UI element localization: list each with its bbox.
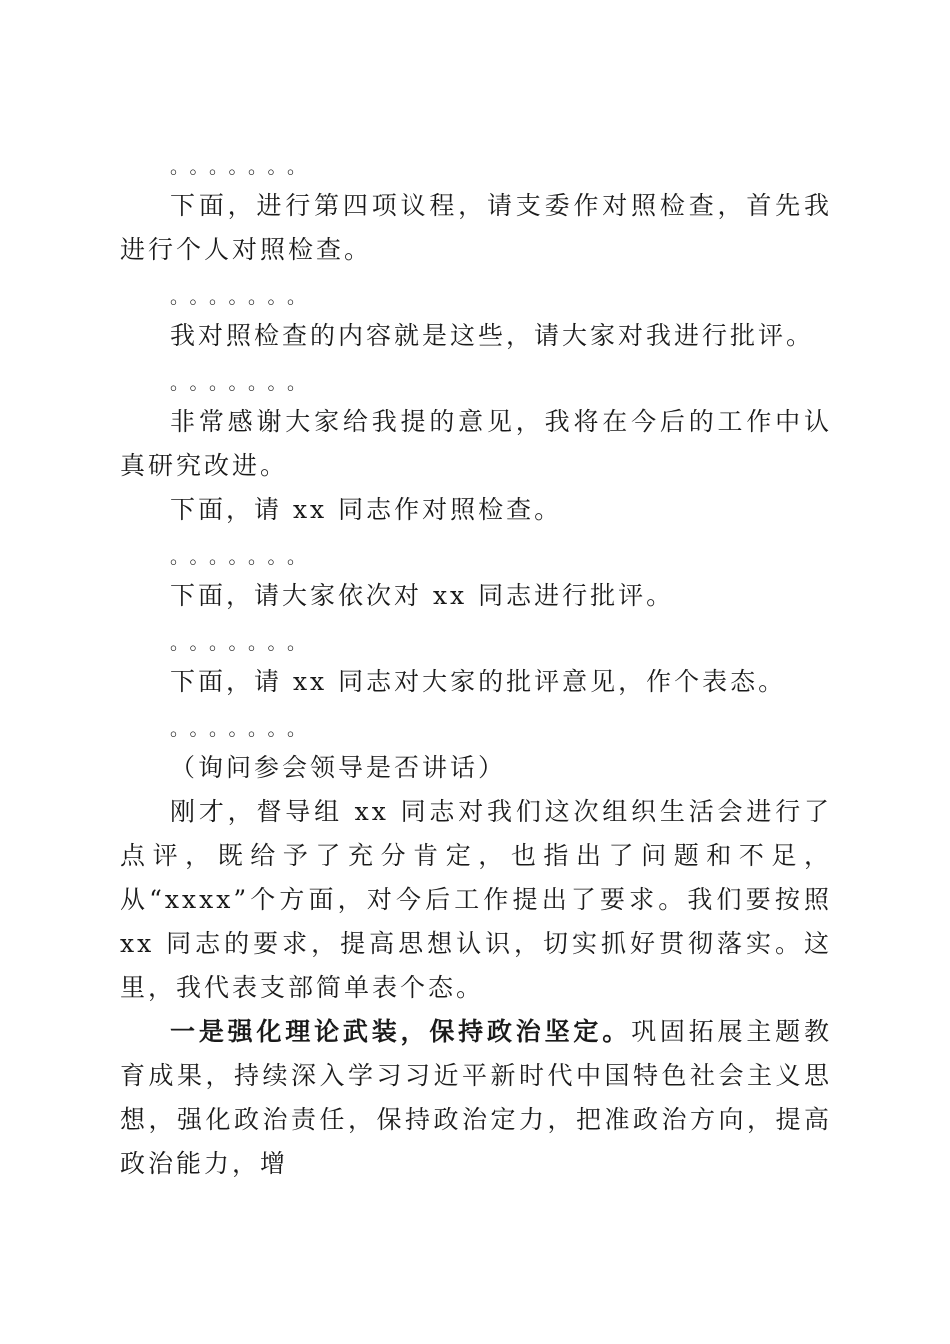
ellipsis-line: 。。。。。。。 <box>170 632 317 654</box>
ellipsis-line: 。。。。。。。 <box>170 156 317 178</box>
point-one-heading: 一是强化理论武装，保持政治坚定。 <box>170 1017 632 1046</box>
paragraph-thanks: 非常感谢大家给我提的意见，我将在今后的工作中认真研究改进。 <box>120 407 832 480</box>
point-one-body: 巩固拓展主题教育成果，持续深入学习习近平新时代中国特色社会主义思想，强化政治责任，保持政治定力，把准政治方向，提高政治能力，增 <box>120 1017 832 1178</box>
ellipsis-line: 。。。。。。。 <box>170 372 317 394</box>
ellipsis-line: 。。。。。。。 <box>170 286 317 308</box>
paragraph-ask-leaders: （询问参会领导是否讲话） <box>170 753 507 782</box>
paragraph-criticize-xx: 下面，请大家依次对 xx 同志进行批评。 <box>170 581 675 610</box>
paragraph-point-one <box>120 1010 832 1186</box>
paragraph-xx-self-check: 下面，请 xx 同志作对照检查。 <box>170 495 563 524</box>
paragraph-agenda-four: 下面，进行第四项议程，请支委作对照检查，首先我进行个人对照检查。 <box>120 191 832 264</box>
document-body <box>120 150 832 1186</box>
ellipsis-line: 。。。。。。。 <box>170 546 317 568</box>
paragraph-xx-response: 下面，请 xx 同志对大家的批评意见，作个表态。 <box>170 667 787 696</box>
paragraph-invite-criticism: 我对照检查的内容就是这些，请大家对我进行批评。 <box>170 321 815 350</box>
paragraph-supervision-review: 刚才，督导组 xx 同志对我们这次组织生活会进行了点评，既给予了充分肯定，也指出了问题和不足，从“xxxx”个方面，对今后工作提出了要求。我们要按照 xx 同志的要求，提高思想认识，切实抓好贯彻落实。这里，我代表支部简单表个态。 <box>120 797 832 1002</box>
ellipsis-line: 。。。。。。。 <box>170 718 317 740</box>
